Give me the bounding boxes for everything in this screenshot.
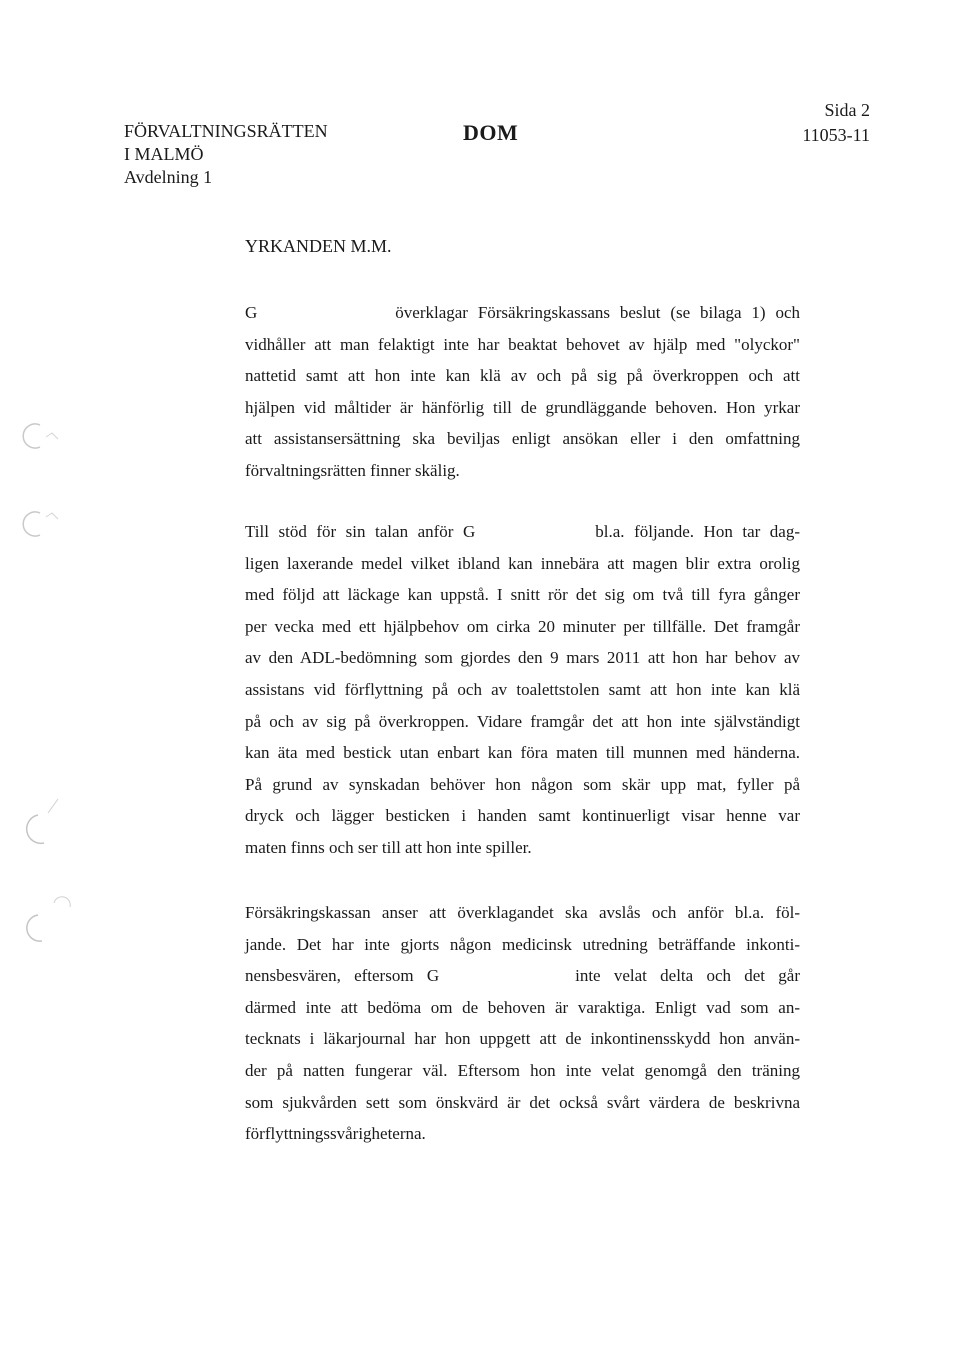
text-line: [245, 423, 800, 455]
text-line: [245, 674, 800, 706]
text-line: [245, 392, 800, 424]
text-line: [245, 737, 800, 769]
section-title: YRKANDEN M.M.: [245, 236, 392, 256]
line-text-continued: inte velat delta och det går: [575, 966, 801, 986]
line-text: jande. Det har inte gjorts någon medicinsk utredning beträffande inkonti-: [245, 934, 800, 954]
text-line: [245, 1055, 800, 1087]
text-line: [245, 992, 800, 1024]
text-line: [245, 769, 800, 801]
line-text: der på natten fungerar väl. Eftersom hon inte velat genomgå den träning: [245, 1060, 800, 1080]
line-text: på och av sig på överkroppen. Vidare framgår det att hon inte självständigt: [245, 711, 800, 731]
line-text: maten finns och ser till att hon inte spiller.: [245, 837, 532, 857]
line-text: som sjukvården sett som önskvärd är det också svårt värdera de beskrivna: [245, 1092, 800, 1112]
text-line: [245, 297, 800, 329]
line-text: nensbesvären, eftersom G: [245, 966, 440, 986]
text-line: [245, 455, 800, 487]
line-text: av den ADL-bedömning som gjordes den 9 mars 2011 att hon har behov av: [245, 648, 800, 668]
line-text: Försäkringskassan anser att överklagandet ska avslås och anför bl.a. föl-: [245, 903, 800, 922]
text-line: [245, 642, 800, 674]
text-line: [245, 516, 800, 548]
text-line: [245, 800, 800, 832]
line-text: att assistansersättning ska beviljas enligt ansökan eller i den omfattning: [245, 429, 800, 449]
line-text: vidhåller att man felaktigt inte har beaktat behovet av hjälp med "olyckor": [245, 334, 800, 354]
line-text: Till stöd för sin talan anför G: [245, 522, 476, 541]
line-text: med följd att läckage kan uppstå. I snitt rör det sig om två till fyra gånger: [245, 585, 800, 605]
line-text: förvaltningsrätten finner skälig.: [245, 460, 460, 480]
text-line: [245, 897, 800, 929]
line-text: ligen laxerande medel vilket ibland kan innebära att magen blir extra orolig: [245, 553, 800, 573]
document-type: DOM: [463, 120, 519, 145]
line-text: På grund av synskadan behöver hon någon som skär upp mat, fyller på: [245, 774, 800, 794]
text-line: [245, 1023, 800, 1055]
line-text: tecknats i läkarjournal har hon uppgett att de inkontinensskydd hon använ-: [245, 1029, 800, 1049]
text-line: [245, 611, 800, 643]
line-text: därmed inte att bedöma om de behoven är varaktiga. Enligt vad som an-: [245, 997, 800, 1017]
text-line: [245, 1087, 800, 1119]
case-number: 11053-11: [802, 125, 870, 145]
court-name-line2: I MALMÖ: [124, 144, 204, 164]
court-name-line1: FÖRVALTNINGSRÄTTEN: [124, 121, 328, 141]
line-text: assistans vid förflyttning på och av toalettstolen samt att hon inte kan klä: [245, 679, 800, 699]
page-info: [802, 98, 870, 148]
line-text-continued: överklagar Försäkringskassans beslut (se bilaga 1) och: [395, 303, 800, 322]
text-line: [245, 329, 800, 361]
court-division: Avdelning 1: [124, 167, 213, 187]
line-text: G: [245, 303, 258, 322]
scan-punch-marks: [18, 405, 98, 965]
line-text-continued: bl.a. följande. Hon tar dag-: [595, 522, 800, 541]
line-text: kan äta med bestick utan enbart kan föra maten till munnen med händerna.: [245, 743, 800, 763]
text-line: [245, 929, 800, 961]
text-line: [245, 832, 800, 864]
line-text: förflyttningssvårigheterna.: [245, 1124, 426, 1144]
text-line: [245, 579, 800, 611]
page-number: Sida 2: [824, 100, 870, 120]
text-line: [245, 360, 800, 392]
paragraph-claims: [245, 297, 800, 487]
paragraph-agency-response: [245, 897, 800, 1150]
court-header: [124, 120, 328, 189]
line-text: hjälpen vid måltider är hänförlig till de grundläggande behoven. Hon yrkar: [245, 397, 800, 417]
text-line: [245, 960, 800, 992]
line-text: dryck och lägger besticken i handen samt kontinuerligt visar henne var: [245, 806, 800, 826]
text-line: [245, 1118, 800, 1150]
paragraph-support: [245, 516, 800, 864]
line-text: nattetid samt att hon inte kan klä av och på sig på överkroppen och att: [245, 366, 800, 386]
line-text: per vecka med ett hjälpbehov om cirka 20 minuter per tillfälle. Det framgår: [245, 616, 800, 636]
text-line: [245, 548, 800, 580]
text-line: [245, 706, 800, 738]
